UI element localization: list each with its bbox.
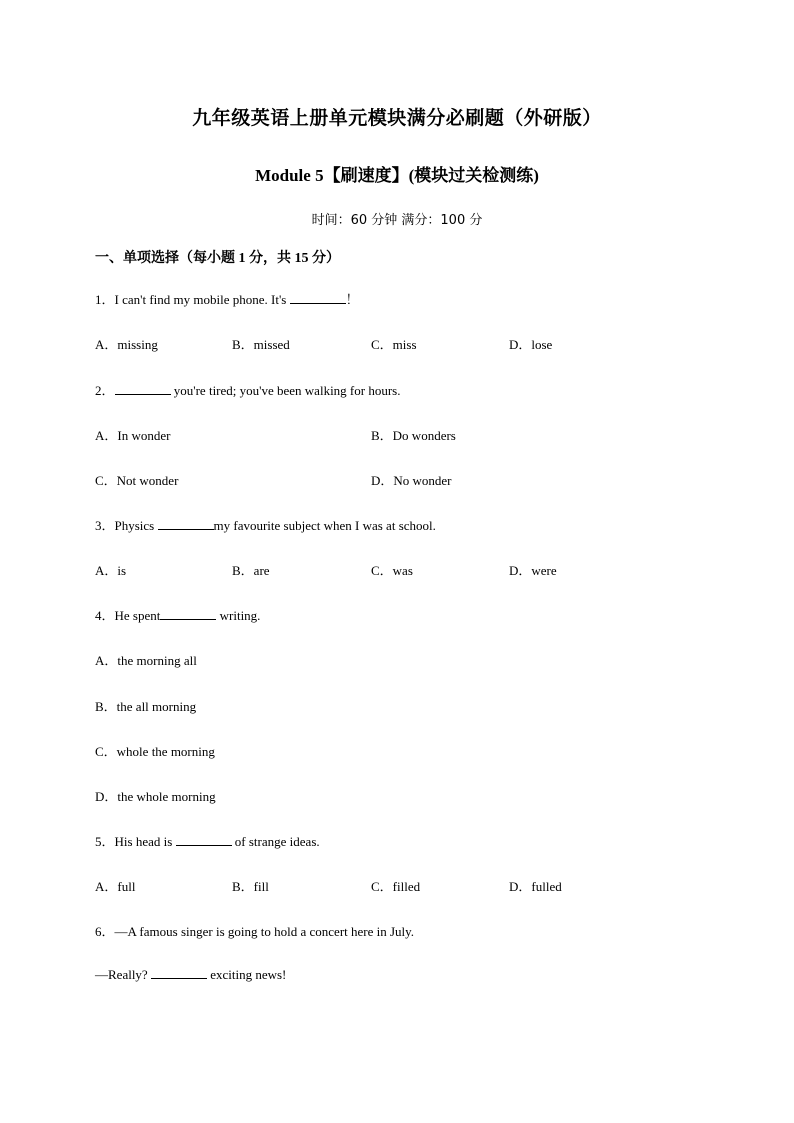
question-4 — [95, 605, 260, 624]
question-text-end: writing. — [216, 608, 261, 623]
question-text-end: you're tired; you've been walking for hours. — [170, 383, 401, 398]
question-number: 4． — [95, 608, 115, 623]
exam-meta: 时间：60 分钟 满分：100 分 — [311, 213, 483, 228]
question-number: 6． — [95, 924, 115, 939]
reply-text: —Really? — [95, 967, 151, 982]
option-c: C．Not wonder — [95, 473, 179, 488]
section-heading: 一、单项选择（每小题 1 分，共 15 分） — [95, 251, 340, 266]
option-d: D．the whole morning — [95, 789, 216, 804]
option-c: C．miss — [371, 337, 417, 352]
answer-blank — [158, 517, 214, 530]
option-a: A．full — [95, 879, 136, 894]
question-2 — [95, 380, 400, 399]
question-text: —A famous singer is going to hold a concert here in July. — [114, 924, 415, 939]
question-text-end: ！ — [345, 292, 359, 307]
answer-blank — [115, 382, 171, 395]
option-b: B．fill — [232, 879, 269, 894]
answer-blank — [290, 291, 346, 304]
question-3 — [95, 515, 436, 534]
question-6-reply — [95, 966, 286, 983]
option-b: B．missed — [232, 337, 290, 352]
question-number: 1． — [95, 292, 115, 307]
page-subtitle: Module 5【刷速度】(模块过关检测练) — [255, 166, 539, 185]
option-a: A．is — [95, 563, 127, 578]
option-b: B．Do wonders — [371, 428, 456, 443]
question-number: 5． — [95, 834, 115, 849]
option-c: C．was — [371, 563, 413, 578]
option-d: D．lose — [509, 337, 553, 352]
question-text: He spent — [114, 608, 161, 623]
question-6 — [95, 921, 414, 940]
question-text: I can't find my mobile phone. It's — [114, 292, 290, 307]
question-number: 3． — [95, 518, 115, 533]
page-title: 九年级英语上册单元模块满分必刷题（外研版） — [192, 108, 602, 129]
question-text-end: of strange ideas. — [231, 834, 320, 849]
option-d: D．were — [509, 563, 557, 578]
option-a: A．the morning all — [95, 653, 197, 668]
option-d: D．fulled — [509, 879, 562, 894]
question-1 — [95, 289, 359, 308]
answer-blank — [151, 966, 207, 979]
question-5 — [95, 831, 320, 850]
question-number: 2． — [95, 383, 115, 398]
reply-text-end: exciting news! — [206, 967, 287, 982]
option-b: B．the all morning — [95, 699, 197, 714]
option-a: A．missing — [95, 337, 158, 352]
option-b: B．are — [232, 563, 270, 578]
question-text-end: my favourite subject when I was at school. — [213, 518, 436, 533]
option-c: C．filled — [371, 879, 421, 894]
answer-blank — [176, 833, 232, 846]
option-a: A．In wonder — [95, 428, 171, 443]
option-d: D．No wonder — [371, 473, 452, 488]
answer-blank — [160, 607, 216, 620]
question-text: Physics — [114, 518, 158, 533]
question-text: His head is — [114, 834, 176, 849]
option-c: C．whole the morning — [95, 744, 215, 759]
